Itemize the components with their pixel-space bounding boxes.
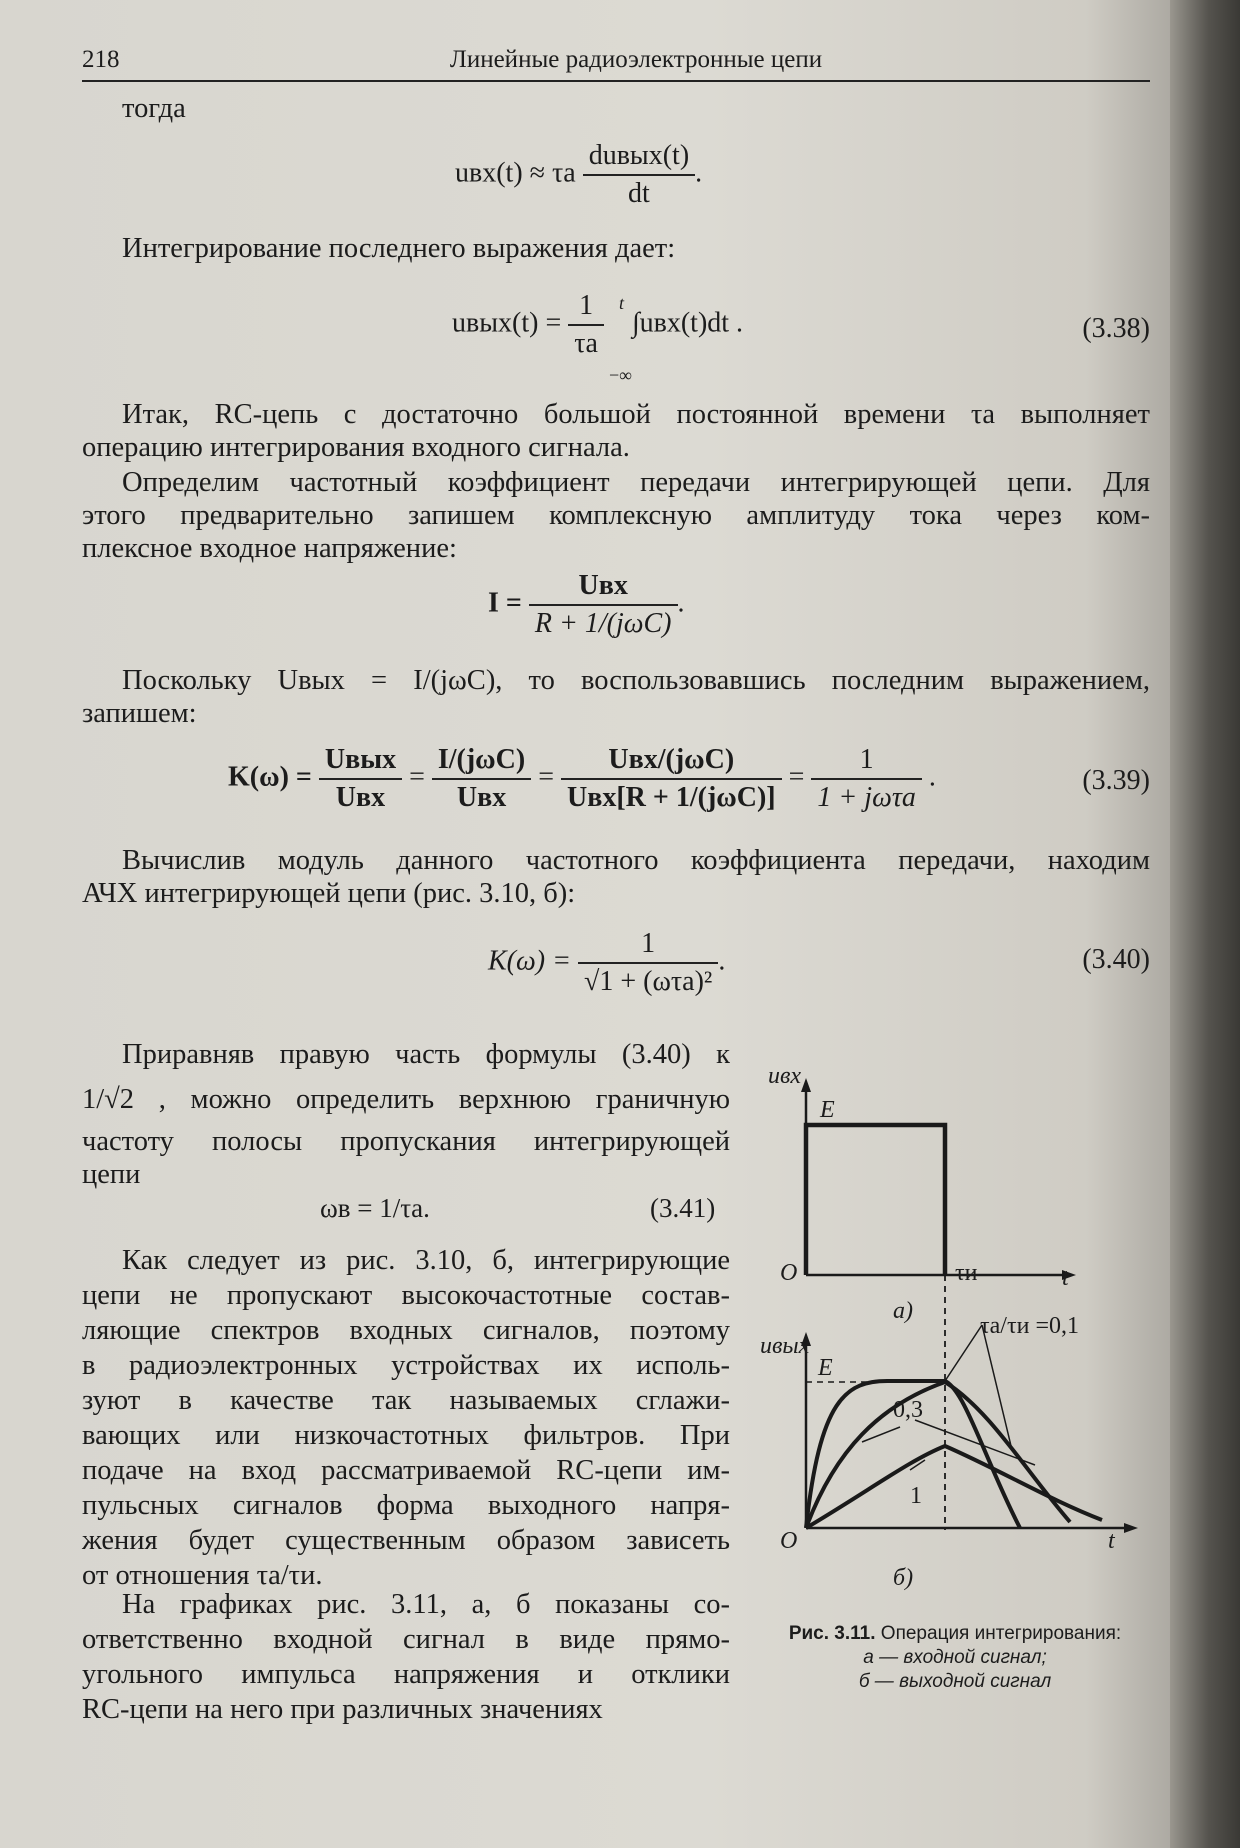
leader-ratio-a [945,1325,982,1381]
eq-339-fraction-4 [811,744,921,814]
paragraph-prir-line2: 1/√2 , можно определить верхнюю граничную [82,1084,730,1115]
eq-338-denominator: τa [574,328,598,359]
equation-approx: uвх(t) ≈ τa $\frac{\text{duвых(t)}}{dt}$ . [455,140,703,209]
paragraph-opr-line1: Определим частотный коэффициент передачи интегрирующей цепи. Для [122,467,1150,498]
eq-current-lhs: I = [488,587,522,619]
kak-line: подаче на вход рассматриваемой RC-цепи им- [82,1455,730,1486]
paragraph-togda: тогда [122,93,186,124]
paragraph-posk-line2: запишем: [82,698,197,729]
eq-approx-fraction [583,140,695,210]
equation-3-39: K(ω) = $\frac{\text{Uвых}}{\text{Uвх}}$ = $\frac{\text{I/(jωC)}}{\text{Uвх}}$ = $\frac{\text{Uвх/(jωC)}}{\text{Uвх[R + 1/(jωC)]}}$ = $\frac{1}{\text{1 + jωτa}}$ . [228,744,936,813]
caption-number: Рис. 3.11. [788,1623,876,1644]
integral-lower-limit: −∞ [608,365,632,386]
page-edge-shadow [1170,0,1240,1848]
graph-b-t-label: t [1108,1528,1115,1554]
output-curve-1 [806,1446,1102,1528]
kak-line: в радиоэлектронных устройствах их исполь- [82,1350,730,1381]
eq-339-f3-numerator: Uвх/(jωC) [561,744,782,780]
output-curve-0-3 [806,1382,1070,1528]
ratio-label: τa/τи =0,1 [980,1313,1079,1339]
eq-339-f4-denominator: 1 + jωτa [817,782,916,813]
integral-upper-limit: t [618,293,624,314]
eq-current-denominator: R + 1/(jωC) [534,608,672,639]
equation-3-38 [452,290,744,386]
kak-line: жения будет существенным образом зависеть [82,1525,730,1556]
caption-line1 [750,1622,1160,1646]
kak-line: зуют в качестве так называемых сглажи- [82,1385,730,1416]
eq-339-lhs: K(ω) = [228,761,312,793]
eq-approx-numerator: duвых(t) [583,140,695,176]
kak-line: пульсных сигналов форма выходного напря- [82,1490,730,1521]
equation-3-40: K(ω) = $\frac{1}{\text{√1 + (ωτa)²}}$ . [488,928,726,997]
graph-a-origin: O [780,1260,798,1286]
eq-current-numerator: Uвх [529,570,678,606]
caption-b: б — выходной сигнал [858,1671,1052,1692]
curve-03-label: 0,3 [893,1397,923,1423]
curve-1-label: 1 [910,1483,922,1509]
kak-line: Как следует из рис. 3.10, б, интегрирующие [122,1245,730,1276]
eq-approx-lhs: uвх(t) ≈ τa [455,157,576,189]
graph-a-t-label: t [1062,1265,1069,1291]
eq-339-f1-numerator: Uвых [319,744,402,780]
graph-b-origin: O [780,1528,798,1554]
input-pulse [806,1125,945,1275]
equation-3-41: ωв = 1/τa. [320,1193,430,1223]
prir-line1-text: Приравняв правую часть формулы (3.40) к [122,1039,730,1070]
paragraph-prir-line4: цепи [82,1159,141,1190]
eq-339-fraction-3 [561,744,782,814]
graph-a-y-label: uвх [768,1063,802,1089]
paragraph-prir-line3: частоту полосы пропускания интегрирующей [82,1126,730,1157]
caption-a: а — входной сигнал; [863,1647,1047,1668]
kak-line: цепи не пропускают высокочастотные состав- [82,1280,730,1311]
graph-b-sublabel: б) [893,1565,914,1591]
paragraph-itak-line2: операцию интегрирования входного сигнала. [82,432,630,463]
caption-title: Операция интегрирования: [880,1623,1122,1644]
graph-a-sublabel: а) [893,1298,913,1324]
paragraph-integr: Интегрирование последнего выражения дает: [122,233,676,264]
eq-338-fraction [568,290,604,360]
paragraph-itak-line1: Итак, RC-цепь с достаточно большой постоянной времени τa выполняет [122,399,1150,430]
eq-338-lhs: uвых(t) = [452,307,562,339]
eq-340-fraction [578,928,718,998]
figure-3-11 [750,1060,1170,1620]
na-line: RC-цепи на него при различных значениях [82,1694,603,1725]
figure-caption [750,1622,1160,1694]
na-line: На графиках рис. 3.11, а, б показаны со- [122,1589,730,1620]
graph-a-e-label: E [820,1097,835,1123]
paragraph-vych-line1: Вычислив модуль данного частотного коэффициента передачи, находим [122,845,1150,876]
paragraph-posk-line1: Поскольку Uвых = I/(jωC), то воспользовавшись последним выражением, [122,665,1150,696]
eq-340-denominator: √1 + (ωτa)² [584,966,713,997]
eq-339-fraction-1 [319,744,402,814]
eq-340-numerator: 1 [578,928,718,964]
paragraph-prir-line1 [122,1038,730,1071]
eq-339-f4-numerator: 1 [811,744,921,780]
eq-338-integrand: ∫uвх(t)dt . [631,307,744,339]
graph-a-y-arrow [801,1078,811,1092]
equation-number-3-38: (3.38) [1082,313,1150,344]
eq-339-f3-denominator: Uвх[R + 1/(jωC)] [567,782,776,813]
eq-339-f1-denominator: Uвх [335,782,386,813]
running-header [82,46,1150,82]
eq-339-f2-numerator: I/(jωC) [432,744,531,780]
graph-b-e-label: E [818,1355,833,1381]
na-line: ответственно входной сигнал в виде прямо- [82,1624,730,1655]
eq-340-lhs: K(ω) = [488,945,571,977]
page-number: 218 [82,46,120,73]
eq-339-fraction-2 [432,744,531,814]
eq-339-f2-denominator: Uвх [456,782,507,813]
eq-approx-denominator: dt [628,178,650,209]
kak-line: от отношения τa/τи. [82,1560,323,1591]
running-title: Линейные радиоэлектронные цепи [449,46,823,73]
na-line: угольного импульса напряжения и отклики [82,1659,730,1690]
graph-b-y-label: uвых [760,1333,810,1359]
graph-b-x-arrow [1124,1523,1138,1533]
equation-number-3-41: (3.41) [650,1193,716,1223]
equation-current: I = $\frac{\text{Uвх}}{\text{R + 1/(jωC)}}$ . [488,570,685,639]
eq-338-numerator: 1 [568,290,604,326]
paragraph-opr-line3: плексное входное напряжение: [82,533,457,564]
paragraph-opr-line2: этого предварительно запишем комплексную амплитуду тока через ком- [82,500,1150,531]
equation-number-3-39: (3.39) [1082,765,1150,796]
paragraph-vych-line2: АЧХ интегрирующей цепи (рис. 3.10, б): [82,878,576,909]
graph-a-tau-i: τи [955,1260,978,1286]
equation-number-3-40: (3.40) [1082,944,1150,975]
kak-line: ляющие спектров входных сигналов, поэтому [82,1315,730,1346]
eq-current-fraction [529,570,678,640]
kak-line: вающих или низкочастотных фильтров. При [82,1420,730,1451]
